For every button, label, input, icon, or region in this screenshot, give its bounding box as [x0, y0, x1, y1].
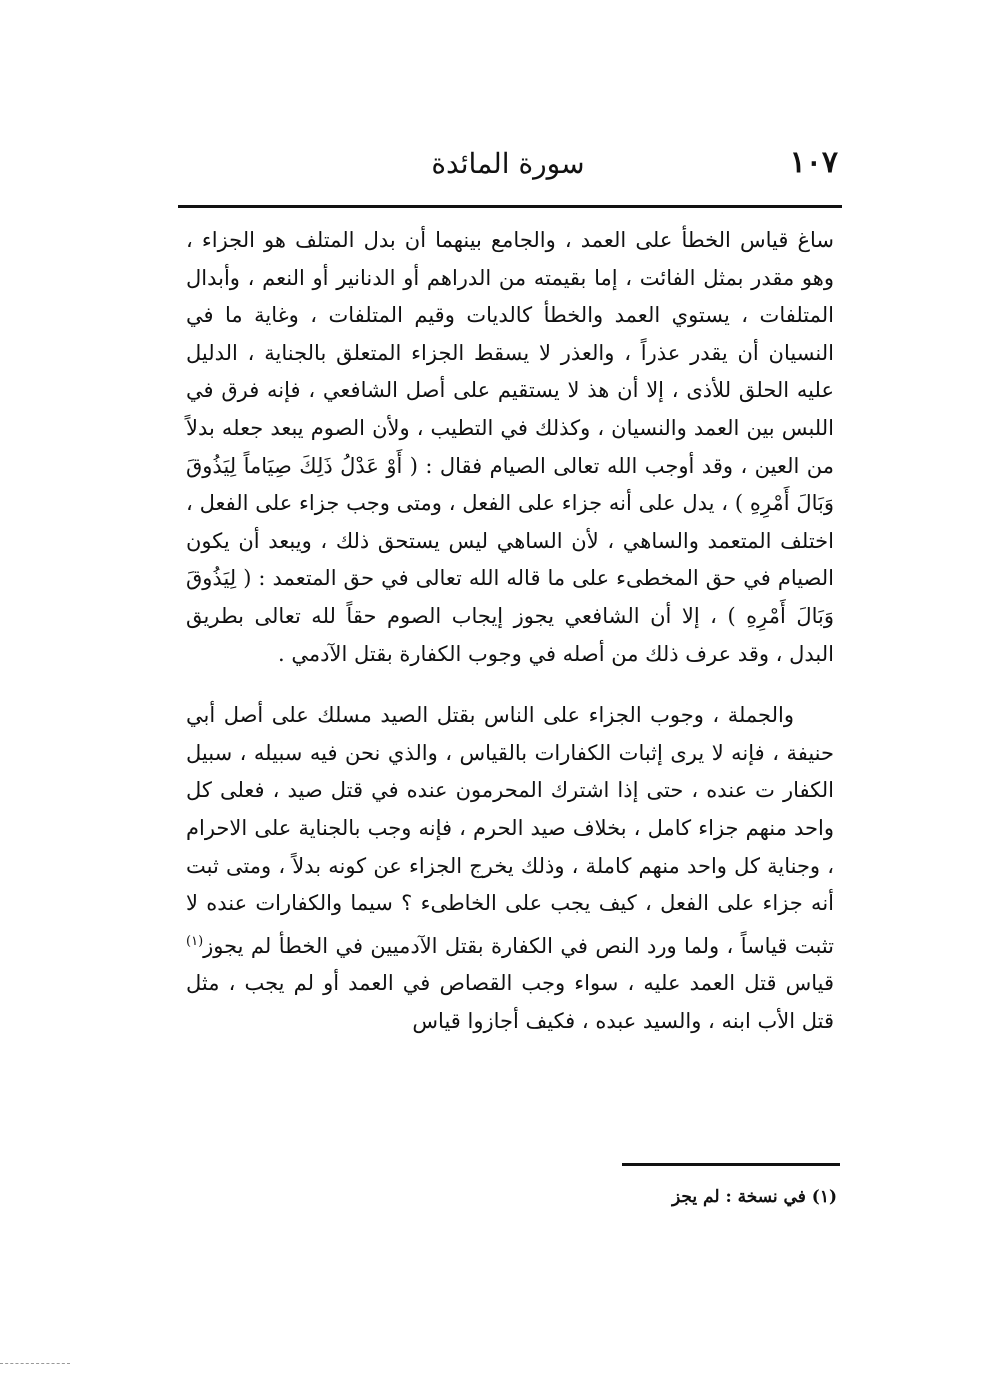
page-header — [178, 145, 838, 187]
main-text — [186, 222, 834, 1040]
page-number: ١٠٧ — [789, 145, 838, 180]
footnote-reference: (١) — [186, 933, 204, 949]
footnote-divider — [622, 1163, 840, 1166]
paragraph-1: ساغ قياس الخطأ على العمد ، والجامع بينهما أن بدل المتلف هو الجزاء ، وهو مقدر بمثل الفائت ، إما بقيمته من الدراهم أو الدنانير أو النعم ، وأبدال المتلفات ، يستوي العمد والخطأ كالديات وقيم المتلفات ، وغاية ما في النسيان أن يقدر عذراً ، والعذر لا يسقط الجزاء المتعلق بالجناية ، الدليل عليه الحلق للأذى ، إلا أن هذ لا يستقيم على أصل الشافعي ، فإنه فرق في اللبس بين العمد والنسيان ، وكذلك في التطيب ، ولأن الصوم يبعد جعله بدلاً من العين ، وقد أوجب الله تعالى الصيام فقال : ( أَوْ عَدْلُ ذَلِكَ صِيَاماً لِيَذُوقَ وَبَالَ أَمْرِهِ ) ، يدل على أنه جزاء على الفعل ، ومتى وجب جزاء على الفعل ، اختلف المتعمد والساهي ، لأن الساهي ليس يستحق ذلك ، ويبعد أن يكون الصيام في حق المخطىء على ما قاله الله تعالى في حق المتعمد : ( لِيَذُوقَ وَبَالَ أَمْرِهِ ) ، إلا أن الشافعي يجوز إيجاب الصوم حقاً لله تعالى بطريق البدل ، وقد عرف ذلك من أصله في وجوب الكفارة بقتل الآدمي . — [186, 228, 834, 666]
footnote: (١) في نسخة : لم يجز — [672, 1187, 837, 1207]
scan-edge-mark — [0, 1363, 70, 1365]
paragraph-2-text: والجملة ، وجوب الجزاء على الناس بقتل الصيد مسلك على أصل أبي حنيفة ، فإنه لا يرى إثبات الكفارات بالقياس ، والذي نحن فيه سبيله ، سبيل الكفار ت عنده ، حتى إذا اشترك المحرمون عنده في قتل صيد ، فعلى كل واحد منهم جزاء كامل ، بخلاف صيد الحرم ، فإنه وجب بالجناية على الاحرام ، وجناية كل واحد منهم كاملة ، وذلك يخرج الجزاء عن كونه بدلاً ، ومتى ثبت أنه جزاء على الفعل ، كيف يجب على الخاطىء ؟ سيما والكفارات عنده لا تثبت قياساً ، ولما ورد النص في الكفارة بقتل الآدميين في الخطأ لم يجوز — [186, 703, 834, 958]
paragraph-2 — [186, 697, 834, 1040]
header-divider — [178, 205, 842, 208]
paragraph-2-tail: قياس قتل العمد عليه ، سواء وجب القصاص في العمد أو لم يجب ، مثل قتل الأب ابنه ، والسيد عبده ، فكيف أجازوا قياس — [186, 971, 834, 1033]
surah-title: سورة المائدة — [431, 147, 585, 180]
